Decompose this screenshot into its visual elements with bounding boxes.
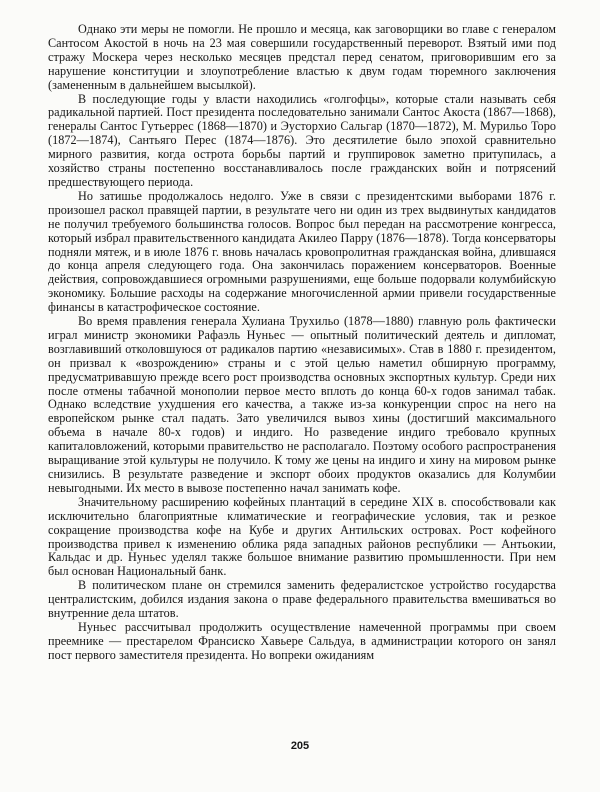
paragraph: Однако эти меры не помогли. Не прошло и месяца, как заговорщики во главе с генералом Сантосом Акостой в ночь на 23 мая совершили государственный переворот. Взятый ими под стражу Москера через несколько месяцев предстал перед сенатом, приговорившим его за нарушение конституции и злоупотребление властью к двум годам тюремного заключения (замененным в дальнейшем высылкой). — [48, 22, 556, 92]
paragraph: Но затишье продолжалось недолго. Уже в связи с президентскими выборами 1876 г. произошел раскол правящей партии, в результате чего ни один из трех выдвинутых кандидатов не получил требуемого большинства голосов. Вопрос был передан на рассмотрение конгресса, который избрал правительственного кандидата Акилео Парру (1876—1878). Тогда консерваторы подняли мятеж, и в июле 1876 г. вновь началась кровопролитная гражданская война, длившаяся до конца апреля следующего года. Она закончилась поражением консерваторов. Военные действия, сопровождавшиеся огромными разрушениями, еще больше подорвали колумбийскую экономику. Большие расходы на содержание многочисленной армии привели государственные финансы в катастрофическое состояние. — [48, 188, 556, 315]
paragraph: В политическом плане он стремился заменить федералистское устройство государства централистским, добился издания закона о праве федерального правительства вмешиваться во внутренние дела штатов. — [48, 578, 556, 621]
paragraph: Значительному расширению кофейных плантаций в середине XIX в. способствовали как исключительно благоприятные климатические и географические условия, так и резкое сокращение производства кофе на Кубе и других Антильских островах. Рост кофейного производства привел к изменению облика ряда западных районов республики — Антьокии, Кальдас и др. Нуньес уделял также большое внимание развитию промышленности. При нем был основан Национальный банк. — [48, 494, 556, 579]
paragraph: Во время правления генерала Хулиана Трухильо (1878—1880) главную роль фактически играл министр экономики Рафаэль Нуньес — опытный политический деятель и дипломат, возглавивший отколовшуюся от радикалов партию «независимых». Став в 1880 г. президентом, он призвал к «возрождению» страны и с этой целью наметил обширную программу, предусматривавшую прежде всего рост производства основных экспортных культур. Среди них после отмены табачной монополии первое место вплоть до конца 60-х годов занимал табак. Однако вследствие ухудшения его качества, а также из-за конкуренции спрос на него на европейском рынке стал падать. Зато увеличился вывоз хины (достигший максимального объема в начале 80-х годов) и индиго. Но разведение индиго требовало крупных капиталовложений, которыми правительство не располагало. Поэтому особого распространения выращивание этой культуры не получило. К тому же цены на индиго и хину на мировом рынке снизились. В результате разведение и экспорт обоих продуктов оказались для Колумбии невыгодными. Их место в вывозе постепенно начал занимать кофе. — [48, 314, 556, 495]
page-number: 205 — [290, 740, 310, 752]
main-text — [48, 23, 556, 663]
paragraph: В последующие годы у власти находились «голгофцы», которые стали называть себя радикальной партией. Пост президента последовательно занимали Сантос Акоста (1867—1868), генералы Сантос Гутьеррес (1868—1870) и Эусторхио Сальгар (1870—1872), М. Мурильо Торо (1872—1874), Сантьяго Перес (1874—1876). Это десятилетие было эпохой сравнительно мирного развития, когда острота борьбы партий и группировок заметно притупилась, а хозяйство страны постепенно восстанавливалось после гражданских войн и потрясений предшествующего периода. — [48, 91, 556, 189]
paragraph: Нуньес рассчитывал продолжить осуществление намеченной программы при своем преемнике — престарелом Франсиско Хавьере Сальдуа, в администрации которого он занял пост первого заместителя президента. Но вопреки ожиданиям — [48, 619, 556, 662]
